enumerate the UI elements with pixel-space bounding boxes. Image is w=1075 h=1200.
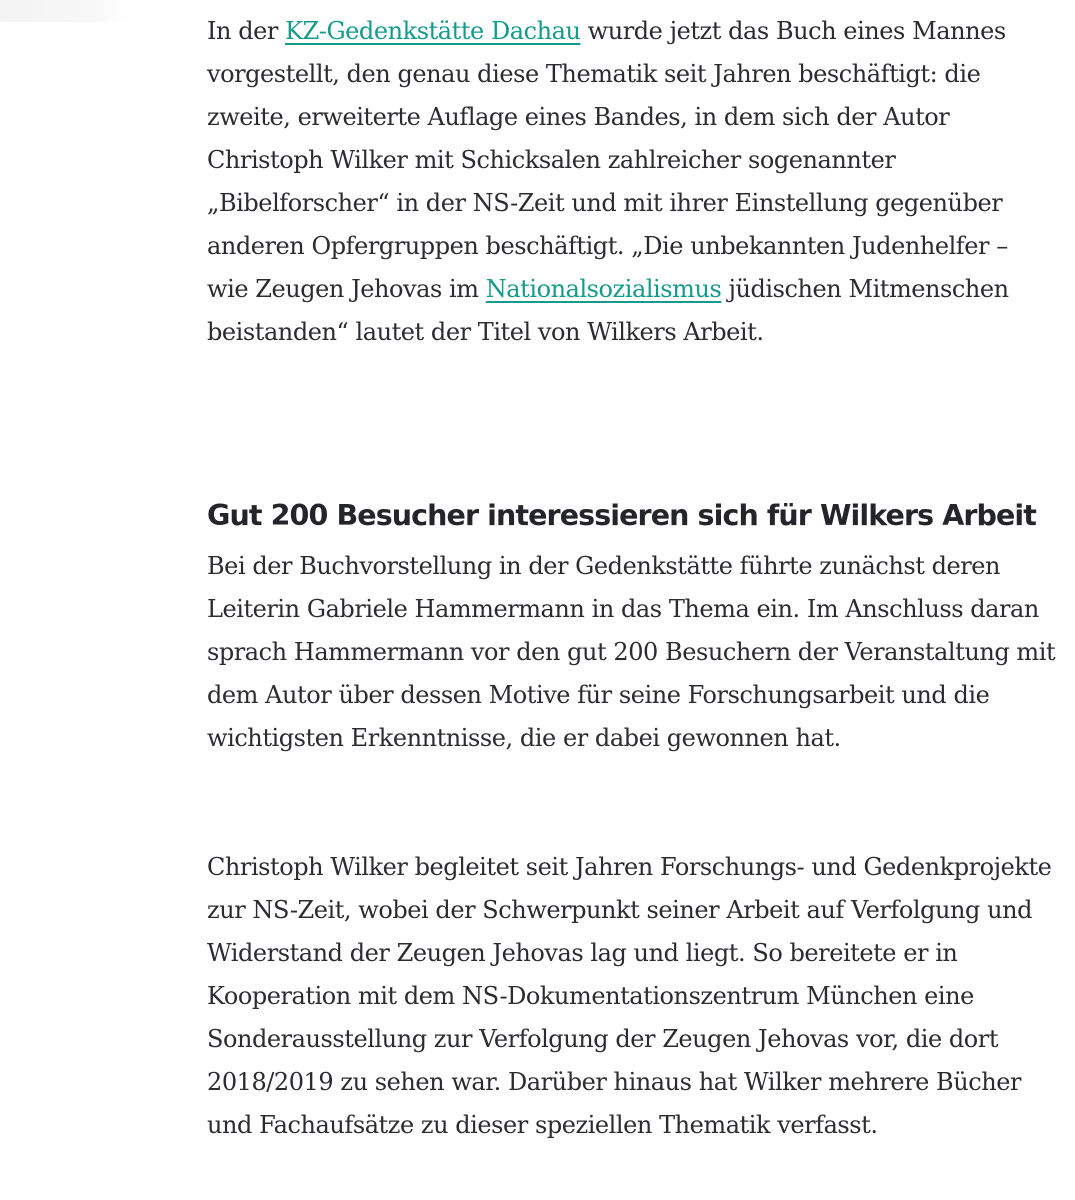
intro-text-after: jüdischen Mitmenschen beistanden“ lautet der Titel von Wilkers Arbeit. — [207, 275, 1009, 346]
link-nationalsozialismus[interactable]: Nationalsozialismus — [485, 275, 722, 303]
intro-text-mid: wurde jetzt das Buch eines Mannes vorgestellt, den genau diese Thematik seit Jahren beschäftigt: die zweite, erweiterte Auflage eines Bandes, in dem sich der Autor Christoph Wilker mit Schicksalen zahlreicher sogenannter „Bibelforscher“ in der NS-Zeit und mit ihrer Einstellung gegenüber anderen Opfergruppen beschäftigt. „Die unbekannten Judenhelfer – wie Zeugen Jehovas im — [207, 17, 1008, 303]
author-background-paragraph: Christoph Wilker begleitet seit Jahren Forschungs- und Gedenkprojekte zur NS-Zeit, wobei der Schwerpunkt seiner Arbeit auf Verfolgung und Widerstand der Zeugen Jehovas lag und liegt. So bereitete er in Kooperation mit dem NS-Dokumentationszentrum München eine Sonderausstellung zur Verfolgung der Zeugen Jehovas vor, die dort 2018/2019 zu sehen war. Darüber hinaus hat Wilker mehrere Bücher und Fachaufsätze zu dieser speziellen Thematik verfasst. — [207, 853, 1052, 1139]
intro-text-before: In der — [207, 17, 286, 45]
book-presentation-paragraph: Bei der Buchvorstellung in der Gedenkstätte führte zunächst deren Leiterin Gabriele Hammermann in das Thema ein. Im Anschluss daran sprach Hammermann vor den gut 200 Besuchern der Veranstaltung mit dem Autor über dessen Motive für seine Forschungsarbeit und die wichtigsten Erkenntnisse, die er dabei gewonnen hat. — [207, 552, 1056, 752]
link-kz-gedenkstaette-dachau[interactable]: KZ-Gedenkstätte Dachau — [285, 17, 581, 45]
intro-paragraph — [207, 10, 1037, 354]
section-heading: Gut 200 Besucher interessieren sich für Wilkers Arbeit — [207, 499, 1037, 532]
top-left-shade — [0, 0, 130, 22]
